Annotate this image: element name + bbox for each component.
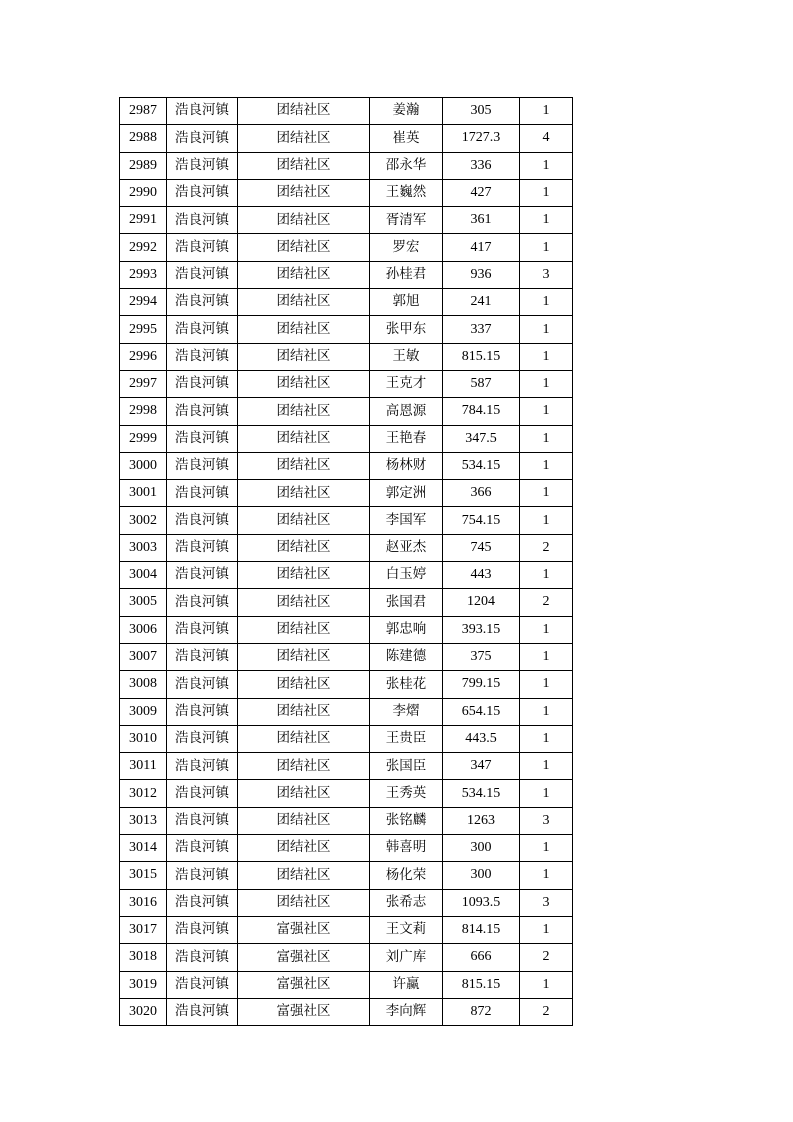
name-cell: 张桂花 [370,671,443,698]
amount-cell: 300 [443,835,520,862]
row-number-cell: 3008 [120,671,167,698]
table-row [120,179,573,206]
town-cell: 浩良河镇 [167,207,238,234]
town-cell: 浩良河镇 [167,562,238,589]
count-cell: 1 [520,671,573,698]
row-number-cell: 3016 [120,889,167,916]
name-cell: 李国军 [370,507,443,534]
table-row [120,261,573,288]
name-cell: 杨化荣 [370,862,443,889]
row-number-cell: 2989 [120,152,167,179]
table-row [120,862,573,889]
table-row [120,98,573,125]
name-cell: 张希志 [370,889,443,916]
count-cell: 1 [520,343,573,370]
community-cell: 富强社区 [238,971,370,998]
community-cell: 团结社区 [238,589,370,616]
count-cell: 1 [520,616,573,643]
community-cell: 团结社区 [238,562,370,589]
town-cell: 浩良河镇 [167,753,238,780]
amount-cell: 784.15 [443,398,520,425]
count-cell: 1 [520,835,573,862]
row-number-cell: 3009 [120,698,167,725]
count-cell: 3 [520,807,573,834]
town-cell: 浩良河镇 [167,698,238,725]
row-number-cell: 3014 [120,835,167,862]
count-cell: 3 [520,889,573,916]
town-cell: 浩良河镇 [167,398,238,425]
name-cell: 王文莉 [370,916,443,943]
table-row [120,534,573,561]
amount-cell: 347.5 [443,425,520,452]
amount-cell: 1263 [443,807,520,834]
count-cell: 2 [520,589,573,616]
amount-cell: 347 [443,753,520,780]
table-row [120,370,573,397]
community-cell: 团结社区 [238,698,370,725]
row-number-cell: 3010 [120,725,167,752]
community-cell: 团结社区 [238,643,370,670]
row-number-cell: 3007 [120,643,167,670]
community-cell: 团结社区 [238,671,370,698]
amount-cell: 754.15 [443,507,520,534]
name-cell: 郭忠响 [370,616,443,643]
row-number-cell: 3019 [120,971,167,998]
table-body [120,98,573,1026]
count-cell: 4 [520,125,573,152]
count-cell: 2 [520,534,573,561]
name-cell: 王巍然 [370,179,443,206]
amount-cell: 361 [443,207,520,234]
row-number-cell: 3006 [120,616,167,643]
town-cell: 浩良河镇 [167,152,238,179]
amount-cell: 336 [443,152,520,179]
community-cell: 团结社区 [238,316,370,343]
amount-cell: 417 [443,234,520,261]
name-cell: 白玉婷 [370,562,443,589]
amount-cell: 654.15 [443,698,520,725]
town-cell: 浩良河镇 [167,589,238,616]
table-row [120,616,573,643]
count-cell: 1 [520,507,573,534]
row-number-cell: 3003 [120,534,167,561]
count-cell: 1 [520,152,573,179]
name-cell: 张甲东 [370,316,443,343]
amount-cell: 1204 [443,589,520,616]
town-cell: 浩良河镇 [167,889,238,916]
row-number-cell: 3001 [120,480,167,507]
amount-cell: 1093.5 [443,889,520,916]
town-cell: 浩良河镇 [167,98,238,125]
count-cell: 1 [520,207,573,234]
community-cell: 团结社区 [238,780,370,807]
town-cell: 浩良河镇 [167,179,238,206]
count-cell: 1 [520,98,573,125]
town-cell: 浩良河镇 [167,370,238,397]
count-cell: 1 [520,452,573,479]
community-cell: 团结社区 [238,207,370,234]
row-number-cell: 3017 [120,916,167,943]
community-cell: 团结社区 [238,98,370,125]
count-cell: 1 [520,862,573,889]
table-row [120,425,573,452]
table-row [120,152,573,179]
community-cell: 团结社区 [238,534,370,561]
name-cell: 胥清军 [370,207,443,234]
row-number-cell: 2990 [120,179,167,206]
amount-cell: 427 [443,179,520,206]
community-cell: 团结社区 [238,343,370,370]
row-number-cell: 2996 [120,343,167,370]
community-cell: 团结社区 [238,862,370,889]
row-number-cell: 2993 [120,261,167,288]
town-cell: 浩良河镇 [167,971,238,998]
name-cell: 崔英 [370,125,443,152]
town-cell: 浩良河镇 [167,616,238,643]
count-cell: 1 [520,562,573,589]
name-cell: 郭旭 [370,289,443,316]
amount-cell: 534.15 [443,780,520,807]
table-row [120,343,573,370]
amount-cell: 745 [443,534,520,561]
name-cell: 许赢 [370,971,443,998]
community-cell: 团结社区 [238,179,370,206]
count-cell: 1 [520,480,573,507]
amount-cell: 872 [443,998,520,1025]
count-cell: 1 [520,370,573,397]
name-cell: 刘广库 [370,944,443,971]
town-cell: 浩良河镇 [167,780,238,807]
count-cell: 1 [520,698,573,725]
amount-cell: 1727.3 [443,125,520,152]
town-cell: 浩良河镇 [167,725,238,752]
name-cell: 姜瀚 [370,98,443,125]
count-cell: 1 [520,179,573,206]
table-row [120,753,573,780]
community-cell: 团结社区 [238,261,370,288]
town-cell: 浩良河镇 [167,261,238,288]
community-cell: 团结社区 [238,452,370,479]
community-cell: 团结社区 [238,398,370,425]
table-row [120,289,573,316]
amount-cell: 305 [443,98,520,125]
row-number-cell: 2987 [120,98,167,125]
community-cell: 团结社区 [238,425,370,452]
community-cell: 团结社区 [238,480,370,507]
data-table [119,97,573,1026]
name-cell: 李熠 [370,698,443,725]
community-cell: 团结社区 [238,835,370,862]
name-cell: 王克才 [370,370,443,397]
town-cell: 浩良河镇 [167,807,238,834]
row-number-cell: 2992 [120,234,167,261]
community-cell: 团结社区 [238,725,370,752]
name-cell: 陈建德 [370,643,443,670]
community-cell: 富强社区 [238,998,370,1025]
count-cell: 1 [520,780,573,807]
row-number-cell: 3020 [120,998,167,1025]
row-number-cell: 3012 [120,780,167,807]
amount-cell: 443.5 [443,725,520,752]
row-number-cell: 3004 [120,562,167,589]
town-cell: 浩良河镇 [167,343,238,370]
count-cell: 2 [520,998,573,1025]
table-row [120,780,573,807]
row-number-cell: 2991 [120,207,167,234]
town-cell: 浩良河镇 [167,480,238,507]
town-cell: 浩良河镇 [167,289,238,316]
table-row [120,671,573,698]
table-row [120,725,573,752]
name-cell: 郭定洲 [370,480,443,507]
amount-cell: 366 [443,480,520,507]
table-row [120,589,573,616]
name-cell: 邵永华 [370,152,443,179]
community-cell: 团结社区 [238,152,370,179]
table-row [120,971,573,998]
table-row [120,480,573,507]
amount-cell: 666 [443,944,520,971]
table-row [120,234,573,261]
table-row [120,889,573,916]
count-cell: 1 [520,916,573,943]
count-cell: 1 [520,753,573,780]
amount-cell: 936 [443,261,520,288]
amount-cell: 815.15 [443,343,520,370]
count-cell: 1 [520,725,573,752]
town-cell: 浩良河镇 [167,534,238,561]
row-number-cell: 2999 [120,425,167,452]
name-cell: 赵亚杰 [370,534,443,561]
table-row [120,698,573,725]
amount-cell: 443 [443,562,520,589]
row-number-cell: 3002 [120,507,167,534]
count-cell: 1 [520,643,573,670]
name-cell: 王敏 [370,343,443,370]
name-cell: 孙桂君 [370,261,443,288]
name-cell: 王艳春 [370,425,443,452]
row-number-cell: 3013 [120,807,167,834]
amount-cell: 799.15 [443,671,520,698]
count-cell: 1 [520,316,573,343]
amount-cell: 815.15 [443,971,520,998]
amount-cell: 393.15 [443,616,520,643]
row-number-cell: 2997 [120,370,167,397]
row-number-cell: 3018 [120,944,167,971]
row-number-cell: 2994 [120,289,167,316]
name-cell: 张国臣 [370,753,443,780]
town-cell: 浩良河镇 [167,234,238,261]
town-cell: 浩良河镇 [167,125,238,152]
amount-cell: 241 [443,289,520,316]
amount-cell: 814.15 [443,916,520,943]
count-cell: 3 [520,261,573,288]
row-number-cell: 3015 [120,862,167,889]
row-number-cell: 3005 [120,589,167,616]
community-cell: 团结社区 [238,616,370,643]
amount-cell: 337 [443,316,520,343]
name-cell: 韩喜明 [370,835,443,862]
table-row [120,916,573,943]
name-cell: 张铭麟 [370,807,443,834]
table-row [120,316,573,343]
count-cell: 1 [520,234,573,261]
name-cell: 杨林财 [370,452,443,479]
town-cell: 浩良河镇 [167,862,238,889]
community-cell: 团结社区 [238,234,370,261]
community-cell: 团结社区 [238,753,370,780]
town-cell: 浩良河镇 [167,998,238,1025]
table-row [120,835,573,862]
community-cell: 团结社区 [238,125,370,152]
community-cell: 团结社区 [238,289,370,316]
town-cell: 浩良河镇 [167,916,238,943]
row-number-cell: 3011 [120,753,167,780]
table-row [120,452,573,479]
town-cell: 浩良河镇 [167,835,238,862]
amount-cell: 375 [443,643,520,670]
community-cell: 团结社区 [238,889,370,916]
table-row [120,507,573,534]
row-number-cell: 2998 [120,398,167,425]
count-cell: 1 [520,398,573,425]
community-cell: 团结社区 [238,507,370,534]
community-cell: 富强社区 [238,916,370,943]
community-cell: 团结社区 [238,807,370,834]
table-row [120,807,573,834]
town-cell: 浩良河镇 [167,671,238,698]
name-cell: 李向辉 [370,998,443,1025]
table-row [120,562,573,589]
town-cell: 浩良河镇 [167,452,238,479]
town-cell: 浩良河镇 [167,944,238,971]
count-cell: 2 [520,944,573,971]
table-row [120,398,573,425]
amount-cell: 534.15 [443,452,520,479]
town-cell: 浩良河镇 [167,643,238,670]
town-cell: 浩良河镇 [167,507,238,534]
town-cell: 浩良河镇 [167,425,238,452]
table-row [120,125,573,152]
community-cell: 团结社区 [238,370,370,397]
name-cell: 罗宏 [370,234,443,261]
amount-cell: 587 [443,370,520,397]
row-number-cell: 3000 [120,452,167,479]
amount-cell: 300 [443,862,520,889]
count-cell: 1 [520,971,573,998]
count-cell: 1 [520,425,573,452]
name-cell: 高恩源 [370,398,443,425]
community-cell: 富强社区 [238,944,370,971]
table-row [120,944,573,971]
row-number-cell: 2988 [120,125,167,152]
town-cell: 浩良河镇 [167,316,238,343]
row-number-cell: 2995 [120,316,167,343]
table-row [120,998,573,1025]
table-row [120,643,573,670]
table-row [120,207,573,234]
name-cell: 王贵臣 [370,725,443,752]
name-cell: 王秀英 [370,780,443,807]
name-cell: 张国君 [370,589,443,616]
count-cell: 1 [520,289,573,316]
